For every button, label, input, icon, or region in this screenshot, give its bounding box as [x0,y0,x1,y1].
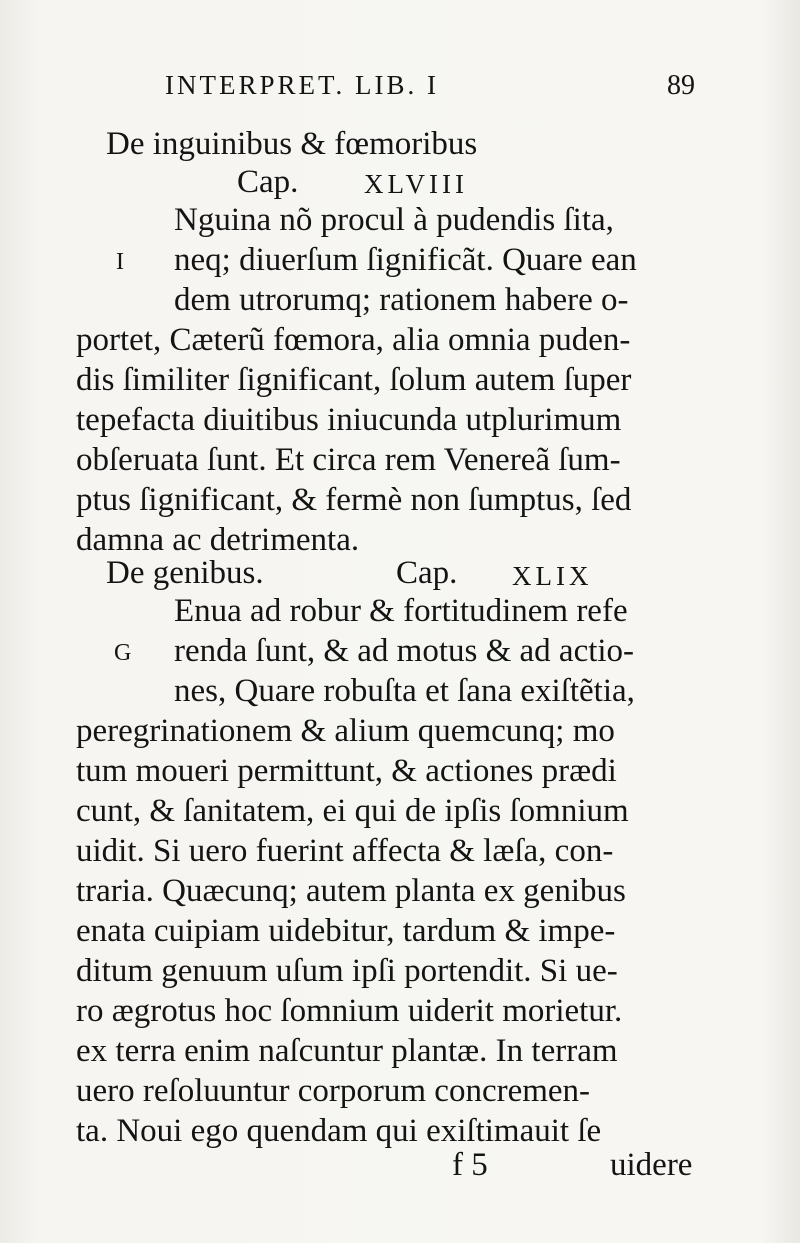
text-line: dem utrorumq; rationem habere o- [174,282,629,318]
text-line: traria. Quæcunq; autem planta ex genibus [76,873,626,909]
text-line: Nguina nõ procul à pudendis ſita, [174,202,614,238]
chapter-49-heading: De genibus. [106,555,264,591]
text-line: dis ſimiliter ſignificant, ſolum autem ſuper [76,362,632,398]
text-line: uidit. Si uero fuerint affecta & læſa, con- [76,833,614,869]
text-line: tepefacta diuitibus iniucunda utplurimum [76,402,622,438]
text-line: obſeruata ſunt. Et circa rem Venereã ſum- [76,442,621,478]
margin-letter-g: G [114,640,132,666]
chapter-49-cap-number: XLIX [512,561,593,591]
signature-mark: f 5 [452,1147,488,1183]
running-head-title: INTERPRET. LIB. I [165,70,439,100]
text-line: enata cuipiam uidebitur, tardum & impe- [76,913,616,949]
text-line: uero reſoluuntur corporum concremen- [76,1073,591,1109]
chapter-48-cap-number: XLVIII [364,169,468,199]
text-line: ditum genuum uſum ipſi portendit. Si ue- [76,953,618,989]
margin-letter-i: I [116,249,124,275]
text-line: ptus ſignificant, & fermè non ſumptus, ſed [76,482,632,518]
chapter-49-cap-label: Cap. [396,555,458,591]
page-number: 89 [667,70,695,101]
text-line: neq; diuerſum ſignificãt. Quare ean [174,242,637,278]
running-head [165,70,695,110]
text-line: Enua ad robur & fortitudinem refe [174,593,628,629]
text-line: ta. Noui ego quendam qui exiſtimauit ſe [76,1113,602,1149]
text-line: nes, Quare robuſta et ſana exiſtẽtia, [174,673,635,709]
text-line: tum moueri permittunt, & actiones prædi [76,753,617,789]
text-line: ex terra enim naſcuntur plantæ. In terram [76,1033,618,1069]
catchword: uidere [610,1147,693,1183]
text-line: damna ac detrimenta. [76,522,360,558]
chapter-48-cap-label: Cap. [237,164,299,200]
chapter-48-heading: De inguinibus & fœmoribus [106,126,478,162]
text-line: ro ægrotus hoc ſomnium uiderit morietur. [76,993,623,1029]
text-line: portet, Cæterũ fœmora, alia omnia puden- [76,322,631,358]
text-line: peregrinationem & alium quemcunq; mo [76,713,615,749]
text-line: cunt, & ſanitatem, ei qui de ipſis ſomnium [76,793,629,829]
text-line: renda ſunt, & ad motus & ad actio- [174,633,635,669]
